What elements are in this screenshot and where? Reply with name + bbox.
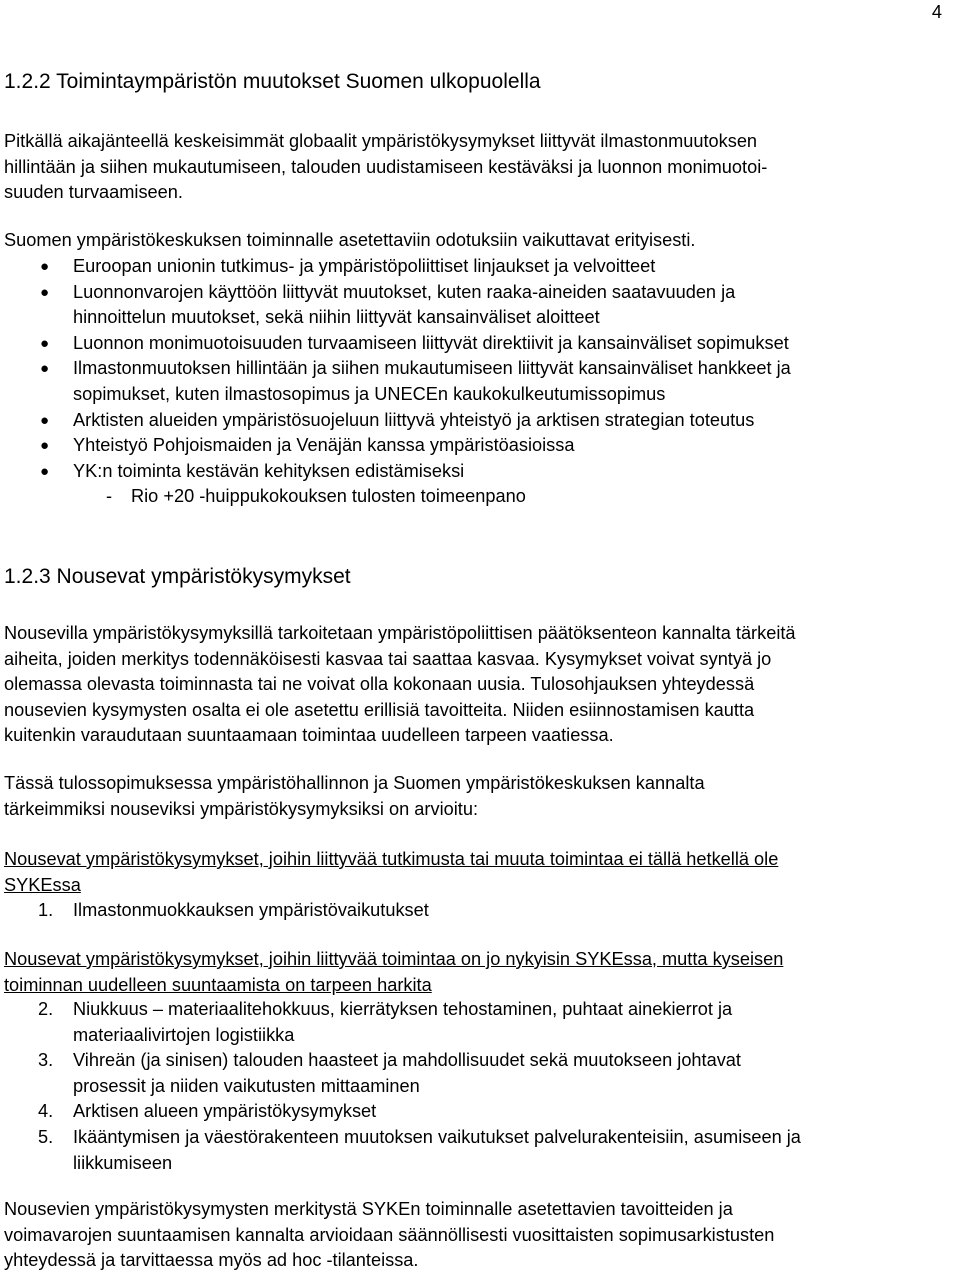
item-text: liikkumiseen bbox=[73, 1152, 173, 1173]
item-text: Ilmastonmuokkauksen ympäristövaikutukset bbox=[73, 900, 429, 920]
section-heading-1-2-3: 1.2.3 Nousevat ympäristökysymykset bbox=[4, 565, 351, 588]
paragraph-line: Suomen ympäristökeskuksen toiminnalle asetettaviin odotuksiin vaikuttavat erityisesti. bbox=[4, 230, 696, 250]
numbered-item bbox=[0, 1099, 960, 1125]
paragraph-line: nousevien kysymysten osalta ei ole asetettu erillisiä tavoitteita. Niiden esiinnostamisen kautta bbox=[4, 699, 755, 720]
numbered-item bbox=[0, 997, 960, 1048]
bullet-text: Arktisten alueiden ympäristösuojeluun liittyvä yhteistyö ja arktisen strategian toteutus bbox=[73, 409, 755, 430]
item-text: Arktisen alueen ympäristökysymykset bbox=[73, 1101, 377, 1122]
bullet-text: Ilmastonmuutoksen hillintään ja siihen mukautumiseen liittyvät kansainväliset hankkeet ja bbox=[73, 358, 791, 379]
bullet-icon: ● bbox=[40, 462, 50, 480]
paragraph-line: kuitenkin varaudutaan suuntaamaan toimintaa uudelleen tarpeen vaatiessa. bbox=[4, 725, 614, 746]
item-text: Vihreän (ja sinisen) talouden haasteet ja mahdollisuudet sekä muutokseen johtavat bbox=[73, 1050, 741, 1071]
group-2-heading bbox=[4, 947, 956, 998]
bullet-icon: ● bbox=[40, 283, 50, 301]
page-number: 4 bbox=[931, 2, 942, 22]
group-heading-line: Nousevat ympäristökysymykset, joihin liittyvää toimintaa on jo nykyisin SYKEssa, mutta kyseisen bbox=[4, 949, 784, 969]
bullet-item bbox=[0, 331, 960, 357]
group-1-numbered-list bbox=[0, 898, 960, 924]
paragraph-line: Nousevilla ympäristökysymyksillä tarkoitetaan ympäristöpoliittisen päätöksenteon kannalta tärkeitä bbox=[4, 623, 796, 643]
paragraph-line: Pitkällä aikajänteellä keskeisimmät globaalit ympäristökysymykset liittyvät ilmastonmuutoksen bbox=[4, 131, 758, 151]
bullet-text: sopimukset, kuten ilmastosopimus ja UNECEn kaukokulkeutumissopimus bbox=[73, 383, 666, 404]
paragraph-line: tärkeimmiksi nouseviksi ympäristökysymyksiksi on arvioitu: bbox=[4, 798, 478, 819]
bullet-item bbox=[0, 433, 960, 459]
bullet-item bbox=[0, 408, 960, 434]
section-1-2-3-intro-paragraph bbox=[4, 621, 956, 749]
item-number: 4. bbox=[38, 1101, 54, 1122]
bullet-text: Luonnon monimuotoisuuden turvaamiseen liittyvät direktiivit ja kansainväliset sopimukset bbox=[73, 332, 789, 353]
group-heading-line: SYKEssa bbox=[4, 874, 81, 895]
item-number: 3. bbox=[38, 1050, 54, 1071]
bullet-item bbox=[0, 280, 960, 331]
item-number: 5. bbox=[38, 1126, 54, 1147]
bullet-icon: ● bbox=[40, 437, 50, 455]
paragraph-line: hillintään ja siihen mukautumiseen, talouden uudistamiseen kestäväksi ja luonnon monimuotoi- bbox=[4, 156, 768, 177]
group-1-heading bbox=[4, 847, 956, 898]
bullet-text: Euroopan unionin tutkimus- ja ympäristöpoliittiset linjaukset ja velvoitteet bbox=[73, 256, 656, 276]
bullet-text: Luonnonvarojen käyttöön liittyvät muutokset, kuten raaka-aineiden saatavuuden ja bbox=[73, 281, 736, 302]
numbered-item bbox=[0, 1125, 960, 1176]
group-2-numbered-list bbox=[0, 997, 960, 1176]
bullet-icon: ● bbox=[40, 360, 50, 378]
bullet-text: YK:n toiminta kestävän kehityksen edistämiseksi bbox=[73, 460, 465, 481]
item-text: Niukkuus – materiaalitehokkuus, kierrätyksen tehostaminen, puhtaat ainekierrot ja bbox=[73, 999, 733, 1019]
expectations-paragraph bbox=[4, 228, 956, 254]
group-heading-line: Nousevat ympäristökysymykset, joihin liittyvää tutkimusta tai muuta toimintaa ei tällä hetkellä ole bbox=[4, 849, 779, 869]
bullet-item bbox=[0, 459, 960, 485]
paragraph-line: olemassa olevasta toiminnasta tai ne voivat olla kokonaan uusia. Tulosohjauksen yhteydessä bbox=[4, 674, 755, 695]
paragraph-line: aiheita, joiden merkitys todennäköisesti kasvaa tai saattaa kasvaa. Kysymykset voivat syntyä jo bbox=[4, 648, 772, 669]
closing-paragraph bbox=[4, 1197, 956, 1274]
section-heading-1-2-2: 1.2.2 Toimintaympäristön muutokset Suomen ulkopuolella bbox=[4, 70, 541, 93]
bullet-icon: ● bbox=[40, 334, 50, 352]
item-number: 2. bbox=[38, 999, 54, 1019]
assessment-paragraph bbox=[4, 771, 956, 822]
item-number: 1. bbox=[38, 900, 54, 920]
paragraph-line: Tässä tulossopimuksessa ympäristöhallinnon ja Suomen ympäristökeskuksen kannalta bbox=[4, 773, 705, 793]
bullet-text: hinnoittelun muutokset, sekä niihin liittyvät kansainväliset aloitteet bbox=[73, 307, 600, 328]
paragraph-line: Nousevien ympäristökysymysten merkitystä SYKEn toiminnalle asetettavien tavoitteiden ja bbox=[4, 1199, 733, 1219]
group-heading-line: toiminnan uudelleen suuntaamista on tarpeen harkita bbox=[4, 974, 432, 995]
sub-item bbox=[0, 484, 960, 510]
dash-mark: - bbox=[106, 486, 113, 507]
bullet-icon: ● bbox=[40, 258, 50, 275]
bullet-item bbox=[0, 254, 960, 280]
item-text: Ikääntymisen ja väestörakenteen muutoksen vaikutukset palvelurakenteisiin, asumiseen ja bbox=[73, 1126, 801, 1147]
numbered-item bbox=[0, 898, 960, 924]
expectations-bullet-list bbox=[0, 254, 960, 510]
bullet-text: Yhteistyö Pohjoismaiden ja Venäjän kanssa ympäristöasioissa bbox=[73, 435, 575, 456]
paragraph-line: suuden turvaamiseen. bbox=[4, 182, 183, 203]
numbered-item bbox=[0, 1048, 960, 1099]
paragraph-line: voimavarojen suuntaamisen kannalta arvioidaan säännöllisesti vuosittaisten sopimusarkistusten bbox=[4, 1224, 775, 1245]
bullet-icon: ● bbox=[40, 411, 50, 429]
section-1-2-2-intro-paragraph bbox=[4, 129, 956, 206]
sub-item-text: Rio +20 -huippukokouksen tulosten toimeenpano bbox=[131, 486, 526, 507]
bullet-item bbox=[0, 356, 960, 407]
item-text: materiaalivirtojen logistiikka bbox=[73, 1024, 295, 1045]
paragraph-line: yhteydessä ja tarvittaessa myös ad hoc -tilanteissa. bbox=[4, 1250, 419, 1271]
item-text: prosessit ja niiden vaikutusten mittaaminen bbox=[73, 1075, 420, 1096]
